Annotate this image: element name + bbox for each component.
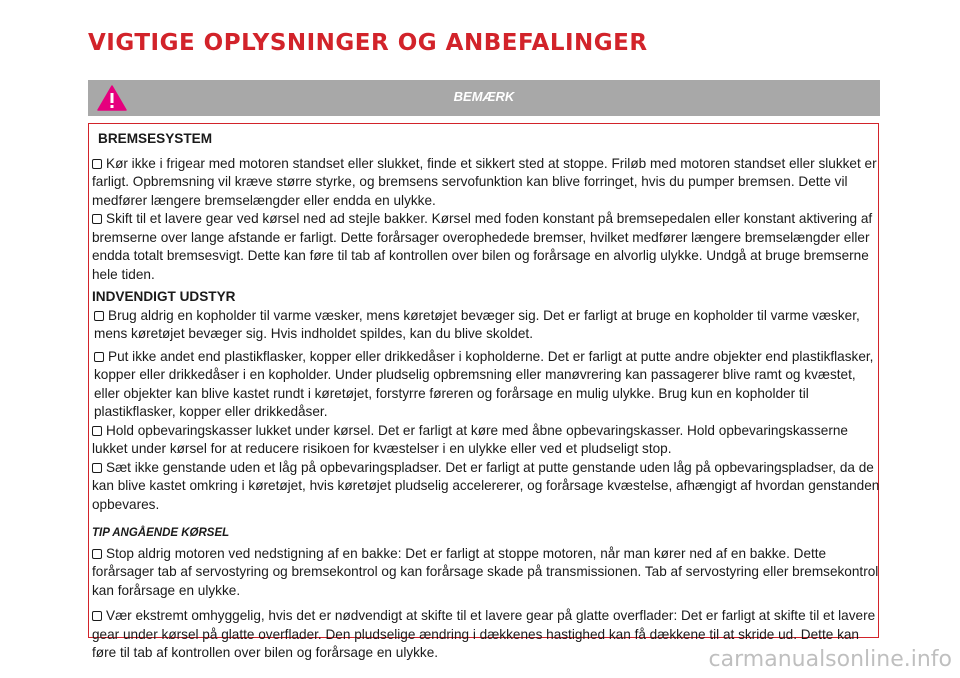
notice-banner [88, 80, 880, 116]
checkbox-bullet-icon [92, 426, 102, 436]
paragraph: Brug aldrig en kopholder til varme væsker, mens køretøjet bevæger sig. Det er farligt at bruge en kopholder til varme væsker, mens køretøjet bevæger sig. Hvis indholdet spildes, kan du blive skoldet. [94, 307, 860, 341]
section-heading-brake: BREMSESYSTEM [98, 131, 213, 146]
paragraph: Vær ekstremt omhyggelig, hvis det er nødvendigt at skifte til et lavere gear på glatte overflader: Det er farligt at skifte til et lavere gear under kørsel på glatte overflader. Den pludselige ændring i dækkenes hastighed kan få dækkene til at skride ud. Dette kan føre til tab af kontrollen over bilen og forårsage en ulykke. [92, 608, 876, 660]
checkbox-bullet-icon [94, 311, 104, 321]
checkbox-bullet-icon [92, 549, 102, 559]
checkbox-bullet-icon [92, 159, 102, 169]
paragraph: Sæt ikke genstande uden et låg på opbevaringspladser. Det er farligt at putte genstande uden låg på opbevaringspladser, da de kan blive kastet omkring i køretøjet, hvis køretøjet pludselig accelererer, og forårsage kvæstelse, afhængigt af hvordan genstanden opbevares. [92, 459, 880, 512]
checkbox-bullet-icon [92, 214, 102, 224]
paragraph: Put ikke andet end plastikflasker, kopper eller drikkedåser i kopholderne. Det er farligt at putte andre objekter end plastikflasker, kopper eller drikkedåser i en kopholder. Under pludselig opbremsning eller manøvrering kan passagerer blive ramt og kvæstet, eller objekter kan blive kastet rundt i køretøjet, forstyrre føreren og forårsage en mulig ulykke. Brug kun en kopholder til plastikflasker, kopper eller drikkedåser. [94, 348, 874, 419]
watermark: carmanualsonline.info [708, 647, 952, 672]
page-title: VIGTIGE OPLYSNINGER OG ANBEFALINGER [88, 30, 648, 56]
checkbox-bullet-icon [94, 352, 104, 362]
paragraph: Hold opbevaringskasser lukket under kørsel. Det er farligt at køre med åbne opbevaringskasser. Hold opbevaringskasserne lukket under kørsel for at reducere risikoen for kvæstelser i en ulykke eller ved et pludseligt stop. [92, 422, 848, 456]
paragraph: Skift til et lavere gear ved kørsel ned ad stejle bakker. Kørsel med foden konstant på bremsepedalen eller konstant aktivering af bremserne over lange afstande er farligt. Dette forårsager overophedede bremser, hvilket medfører længere bremselængder eller endda totalt bremsesvigt. Dette kan føre til tab af kontrollen over bilen og forårsage en alvorlig ulykke. Undgå at bruge bremserne hele tiden. [92, 211, 873, 282]
paragraph: Kør ikke i frigear med motoren standset eller slukket, finde et sikkert sted at stoppe. Friløb med motoren standset eller slukket er farligt. Opbremsning vil kræve større styrke, og bremsens servofunktion kan blive forringet, hvis du pumper bremsen. Dette vil medfører længere bremselængder eller endda en ulykke. [92, 155, 877, 208]
paragraph: Stop aldrig motoren ved nedstigning af en bakke: Det er farligt at stoppe motoren, når man kører ned af en bakke. Dette forårsager tab af servostyring og bremsekontrol og kan forårsage skade på transmissionen. Tab af servostyring eller bremsekontrol kan forårsage en ulykke. [92, 545, 879, 598]
notice-content [92, 130, 880, 663]
section-heading-equipment: INDVENDIGT UDSTYR [92, 289, 236, 304]
checkbox-bullet-icon [92, 463, 102, 473]
banner-label: BEMÆRK [453, 89, 515, 104]
checkbox-bullet-icon [92, 611, 102, 621]
section-heading-tips: TIP ANGÅENDE KØRSEL [92, 527, 230, 539]
